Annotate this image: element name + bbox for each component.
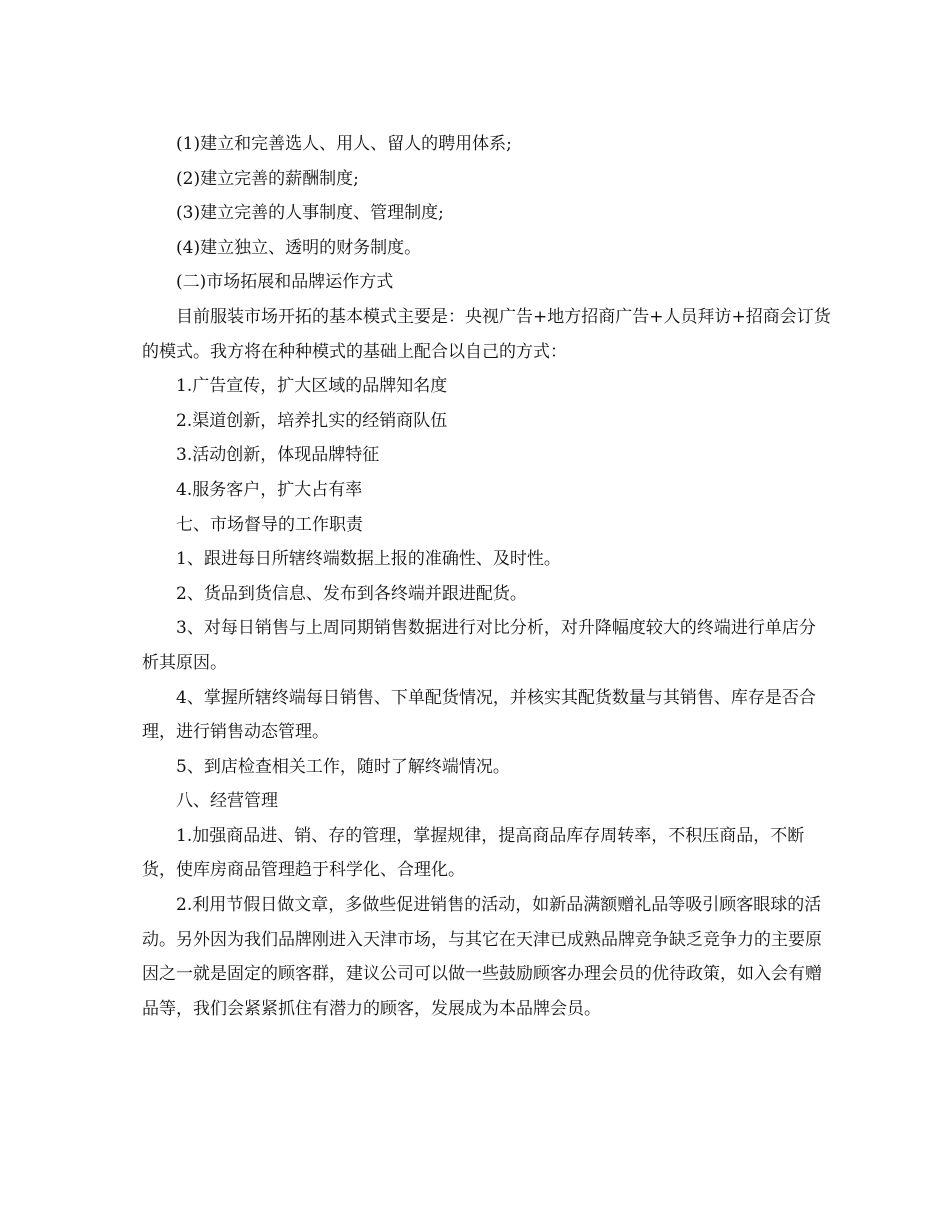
list-item-duty-data-report: 1、跟进每日所辖终端数据上报的准确性、及时性。 — [176, 549, 561, 570]
list-item-recruitment-system: (1)建立和完善选人、用人、留人的聘用体系; — [176, 134, 512, 154]
document-body — [142, 127, 832, 1026]
list-item-customer-service: 4.服务客户，扩大占有率 — [176, 479, 363, 500]
list-item-salary-system: (2)建立完善的薪酬制度; — [176, 168, 359, 189]
list-item-duty-inventory-check: 4、掌握所辖终端每日销售、下单配货情况，并核实其配货数量与其销售、库存是否合理，进行销售动态管理。 — [142, 687, 816, 743]
paragraph-market-model: 目前服装市场开拓的基本模式主要是：央视广告+地方招商广告+人员拜访+招商会订货的模式。我方将在种种模式的基础上配合以自己的方式： — [142, 306, 831, 362]
list-item-duty-sales-analysis: 3、对每日销售与上周同期销售数据进行对比分析，对升降幅度较大的终端进行单店分析其原因。 — [142, 618, 816, 673]
list-item-holiday-promotion: 2.利用节假日做文章，多做些促进销售的活动，如新品满额赠礼品等吸引顾客眼球的活动。另外因为我们品牌刚进入天津市场，与其它在天津已成熟品牌竞争缺乏竞争力的主要原因之一就是固定的顾客群，建议公司可以做一些鼓励顾客办理会员的优待政策，如入会有赠品等，我们会紧紧抓住有潜力的顾客，发展成为本品牌会员。 — [142, 895, 822, 1019]
list-item-activity-innovation: 3.活动创新，体现品牌特征 — [176, 445, 380, 466]
section-heading-operations-management: 八、经营管理 — [176, 791, 278, 812]
section-heading-market-expansion: (二)市场拓展和品牌运作方式 — [176, 272, 394, 293]
list-item-advertising: 1.广告宣传，扩大区域的品牌知名度 — [176, 376, 448, 397]
list-item-channel-innovation: 2.渠道创新，培养扎实的经销商队伍 — [176, 410, 448, 431]
list-item-duty-goods-arrival: 2、货品到货信息、发布到各终端并跟进配货。 — [176, 583, 527, 604]
section-heading-supervisor-duties: 七、市场督导的工作职责 — [176, 514, 363, 535]
list-item-duty-store-inspection: 5、到店检查相关工作，随时了解终端情况。 — [176, 756, 510, 777]
list-item-inventory-management: 1.加强商品进、销、存的管理，掌握规律，提高商品库存周转率，不积压商品，不断货，使库房商品管理趋于科学化、合理化。 — [142, 825, 805, 881]
list-item-finance-system: (4)建立独立、透明的财务制度。 — [176, 237, 422, 258]
list-item-personnel-system: (3)建立完善的人事制度、管理制度; — [176, 203, 444, 224]
